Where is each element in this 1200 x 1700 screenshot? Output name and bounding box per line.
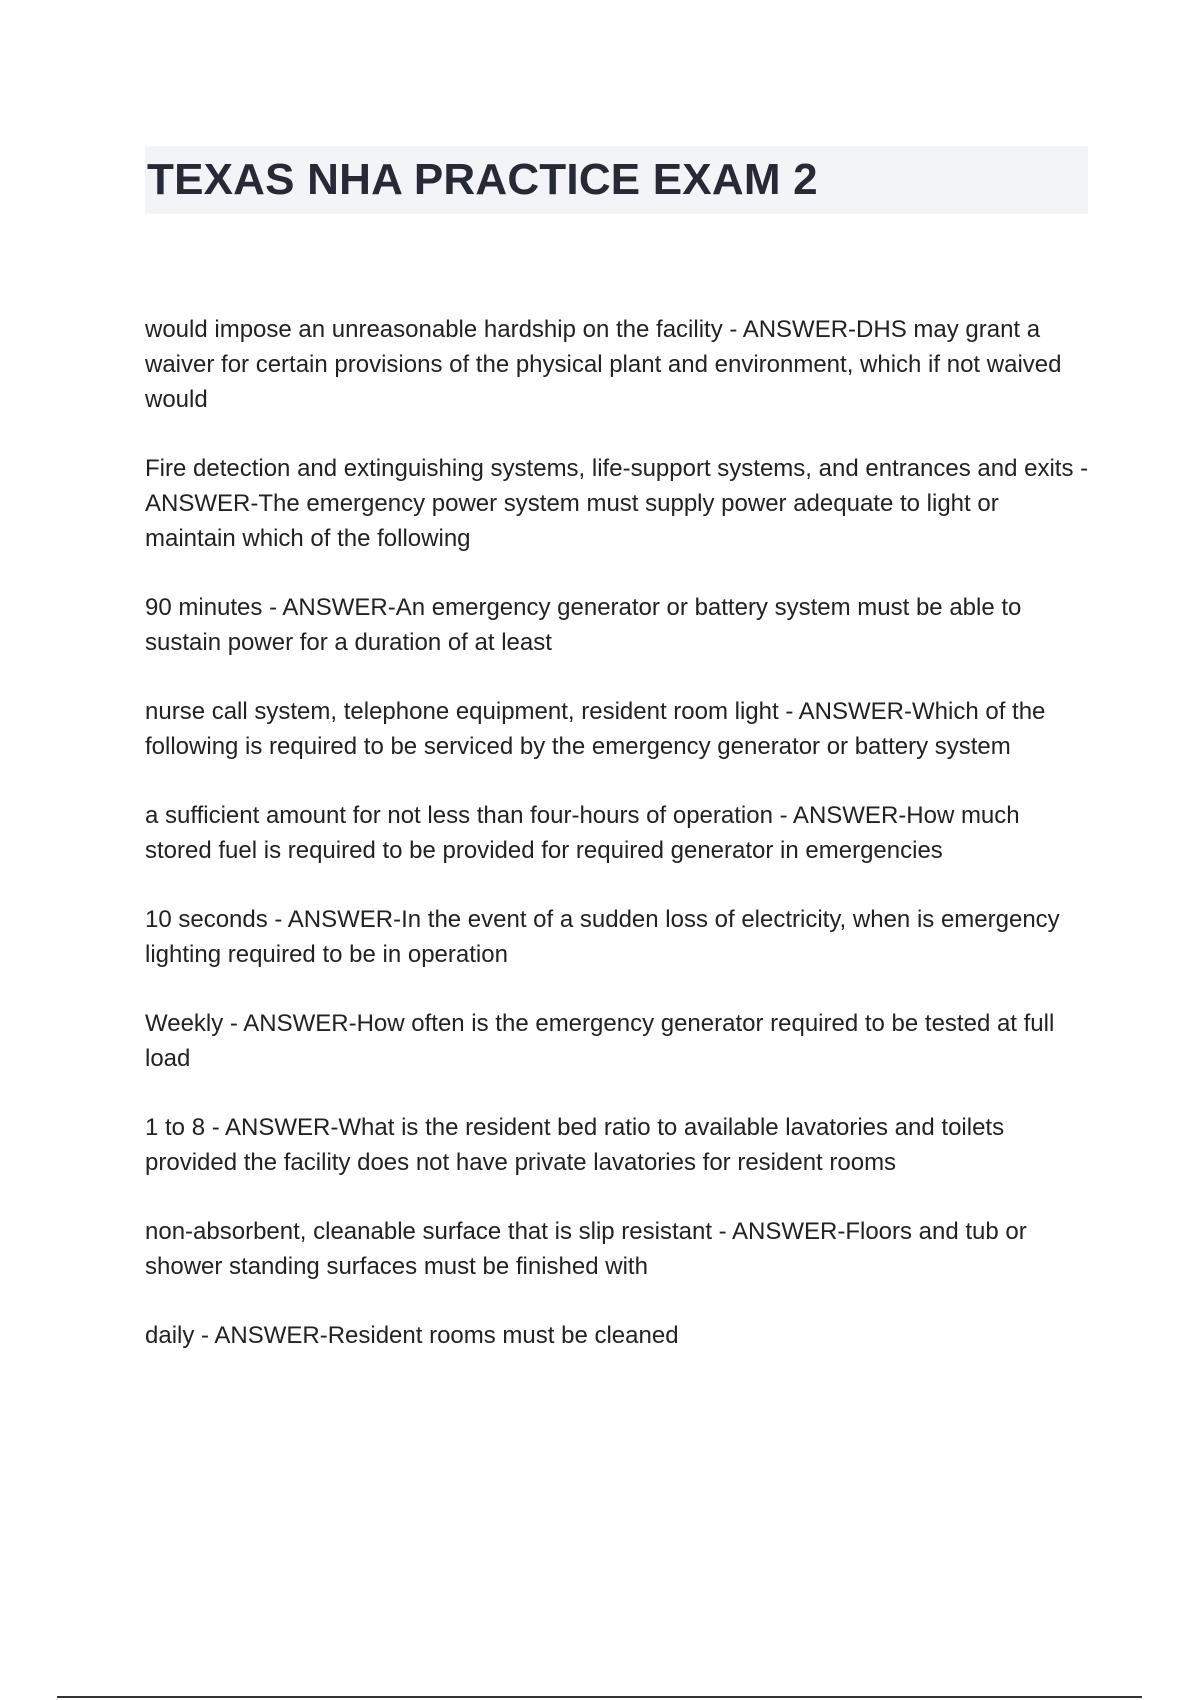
qa-item: non-absorbent, cleanable surface that is slip resistant - ANSWER-Floors and tub or shower standing surfaces must be finished with <box>145 1218 1027 1280</box>
page-title: TEXAS NHA PRACTICE EXAM 2 <box>147 155 818 204</box>
footer-divider <box>57 1696 1142 1698</box>
qa-item: would impose an unreasonable hardship on the facility - ANSWER-DHS may grant a waiver for certain provisions of the physical plant and environment, which if not waived would <box>145 316 1062 413</box>
qa-list <box>145 312 1090 1387</box>
qa-item: Weekly - ANSWER-How often is the emergency generator required to be tested at full load <box>145 1010 1055 1072</box>
qa-item: 1 to 8 - ANSWER-What is the resident bed ratio to available lavatories and toilets provided the facility does not have private lavatories for resident rooms <box>145 1114 1005 1176</box>
qa-item: daily - ANSWER-Resident rooms must be cleaned <box>145 1322 679 1349</box>
qa-item: 10 seconds - ANSWER-In the event of a sudden loss of electricity, when is emergency lighting required to be in operation <box>145 906 1060 968</box>
title-band <box>145 146 1088 214</box>
qa-item: 90 minutes - ANSWER-An emergency generator or battery system must be able to sustain power for a duration of at least <box>145 594 1022 656</box>
qa-item: a sufficient amount for not less than four-hours of operation - ANSWER-How much stored fuel is required to be provided for required generator in emergencies <box>145 802 1020 864</box>
qa-item: Fire detection and extinguishing systems, life-support systems, and entrances and exits - ANSWER-The emergency power system must supply power adequate to light or maintain which of the following <box>145 455 1089 552</box>
qa-item: nurse call system, telephone equipment, resident room light - ANSWER-Which of the following is required to be serviced by the emergency generator or battery system <box>145 698 1046 760</box>
